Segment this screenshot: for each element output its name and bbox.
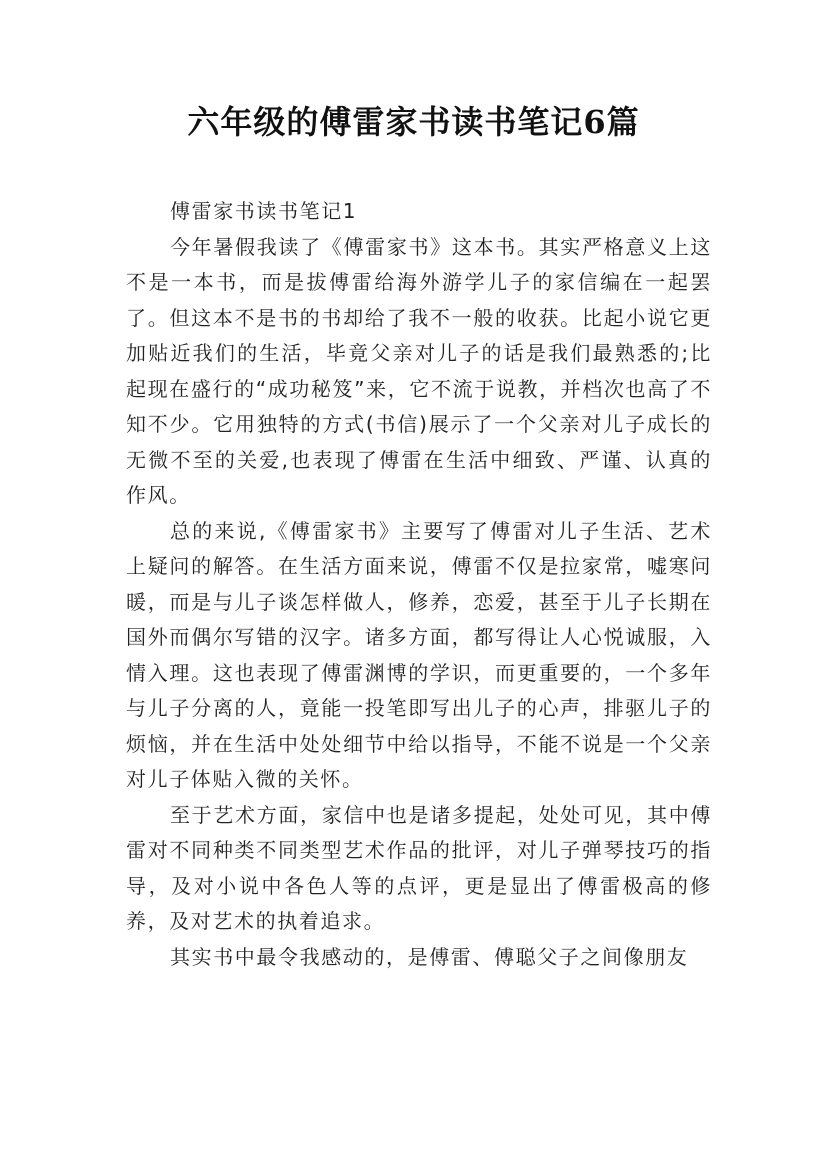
document-body xyxy=(126,194,712,975)
paragraph-4: 其实书中最令我感动的，是傅雷、傅聪父子之间像朋友 xyxy=(170,944,689,969)
paragraph-2: 总的来说,《傅雷家书》主要写了傅雷对儿子生活、艺术上疑问的解答。在生活方面来说，傅雷不仅是拉家常，嘘寒问暖，而是与儿子谈怎样做人，修养，恋爱，甚至于儿子长期在国外而偶尔写错的汉字。诸多方面，都写得让人心悦诚服，入情入理。这也表现了傅雷渊博的学识，而更重要的，一个多年与儿子分离的人，竟能一投笔即写出儿子的心声，排驱儿子的烦恼，并在生活中处处细节中给以指导，不能不说是一个父亲对儿子体贴入微的关怀。 xyxy=(126,518,712,791)
document-title: 六年级的傅雷家书读书笔记6篇 xyxy=(187,103,640,141)
paragraph-3: 至于艺术方面，家信中也是诸多提起，处处可见，其中傅雷对不同种类不同类型艺术作品的批评，对儿子弹琴技巧的指导，及对小说中各色人等的点评，更是显出了傅雷极高的修养，及对艺术的执着追求。 xyxy=(126,802,712,933)
section-heading: 傅雷家书读书笔记1 xyxy=(170,199,358,223)
paragraph-1: 今年暑假我读了《傅雷家书》这本书。其实严格意义上这不是一本书，而是拔傅雷给海外游学儿子的家信编在一起罢了。但这本不是书的书却给了我不一般的收获。比起小说它更加贴近我们的生活，毕竟父亲对儿子的话是我们最熟悉的;比起现在盛行的“成功秘笈”来，它不流于说教，并档次也高了不知不少。它用独特的方式(书信)展示了一个父亲对儿子成长的无微不至的关爱,也表现了傅雷在生活中细致、严谨、认真的作风。 xyxy=(126,234,712,507)
